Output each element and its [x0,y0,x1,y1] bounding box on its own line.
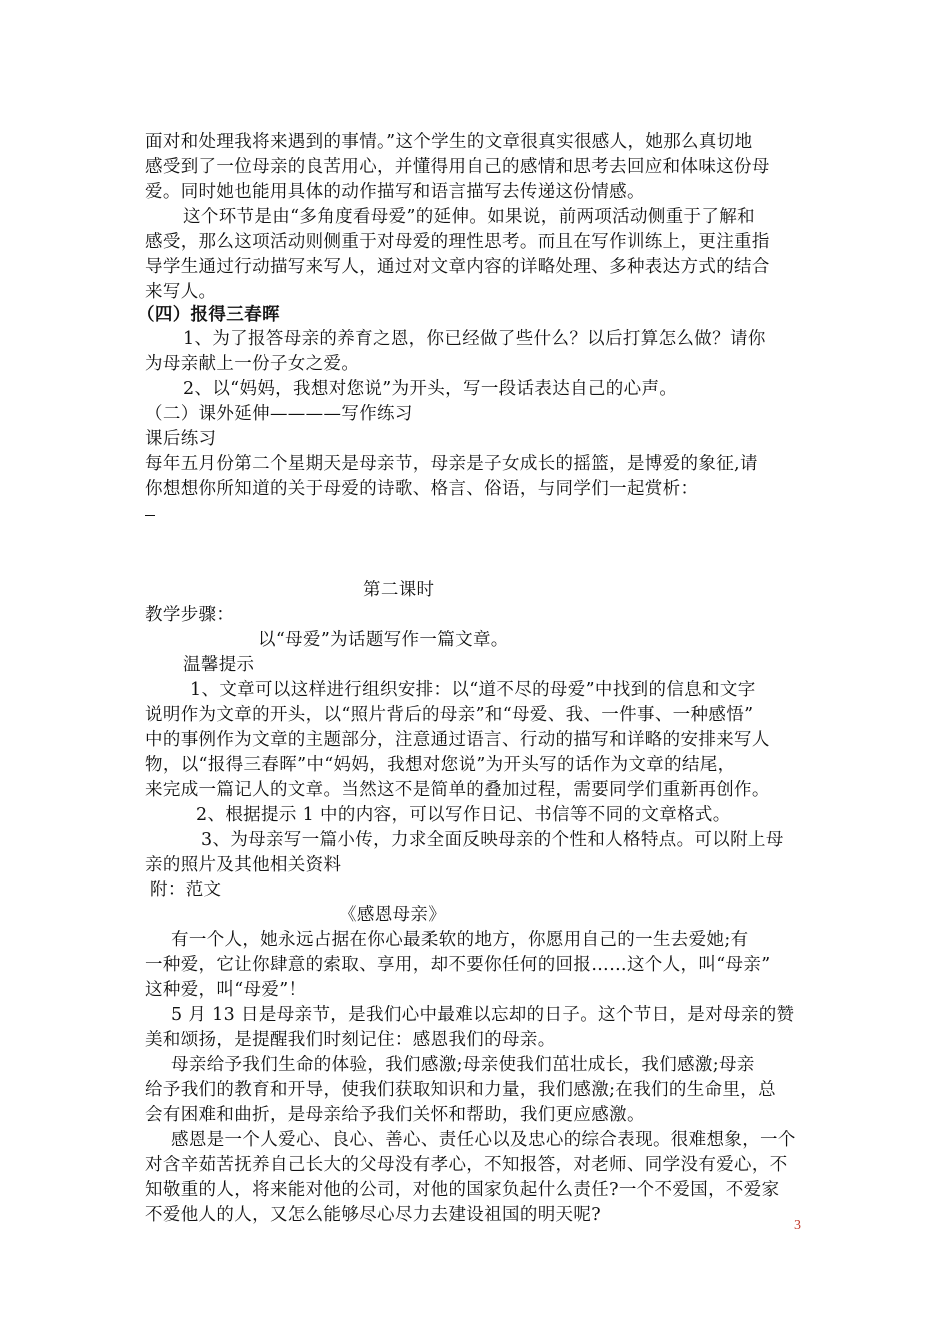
text-line: 这个环节是由“多角度看母爱”的延伸。如果说，前两项活动侧重于了解和 [183,207,755,227]
text-line: 课后练习 [145,429,217,449]
text-line: 对含辛茹苦抚养自己长大的父母没有孝心，不知报答，对老师、同学没有爱心，不 [145,1155,788,1175]
text-line: 说明作为文章的开头，以“照片背后的母亲”和“母爱、我、一件事、一种感悟” [145,705,754,725]
text-line: 附：范文 [150,880,222,900]
text-line: 为母亲献上一份子女之爱。 [145,354,360,374]
text-line: 1、文章可以这样进行组织安排：以“道不尽的母爱”中找到的信息和文字 [190,680,756,700]
text-line: 你想想你所知道的关于母爱的诗歌、格言、俗语，与同学们一起赏析： [145,479,699,499]
section-heading: （四）报得三春晖 [137,305,280,325]
text-line: （二）课外延伸————写作练习 [145,404,413,424]
text-line: 亲的照片及其他相关资料 [145,855,342,875]
text-line: 来写人。 [145,282,217,302]
text-line: 感受，那么这项活动则侧重于对母爱的理性思考。而且在写作训练上，更注重指 [145,232,770,252]
text-line: 每年五月份第二个星期天是母亲节，母亲是子女成长的摇篮，是博爱的象征,请 [145,454,758,474]
text-line: 3、为母亲写一篇小传，力求全面反映母亲的个性和人格特点。可以附上母 [201,830,784,850]
text-line: 一种爱，它让你肆意的索取、享用，却不要你任何的回报……这个人，叫“母亲” [145,955,771,975]
essay-title: 《感恩母亲》 [339,905,447,925]
text-line: 这种爱，叫“母爱”！ [145,980,307,1000]
text-line: 2、根据提示 1 中的内容，可以写作日记、书信等不同的文章格式。 [196,805,731,825]
text-line: 中的事例作为文章的主题部分，注意通过语言、行动的描写和详略的安排来写人 [145,730,770,750]
text-line: 5 月 13 日是母亲节，是我们心中最难以忘却的日子。这个节日，是对母亲的赞 [171,1005,795,1025]
text-line: 物，以“报得三春晖”中“妈妈，我想对您说”为开头写的话作为文章的结尾， [145,755,736,775]
text-line: 温馨提示 [183,655,255,675]
text-line: 教学步骤： [145,605,235,625]
text-line: 知敬重的人，将来能对他的公司，对他的国家负起什么责任?一个不爱国，不爱家 [145,1180,780,1200]
text-line: 2、以“妈妈，我想对您说”为开头，写一段话表达自己的心声。 [183,379,678,399]
page-number: 3 [794,1218,801,1233]
text-line: 美和颂扬，是提醒我们时刻记住：感恩我们的母亲。 [145,1030,556,1050]
text-line: 给予我们的教育和开导，使我们获取知识和力量，我们感激;在我们的生命里，总 [145,1080,776,1100]
text-cursor-mark [145,515,155,516]
text-line: 以“母爱”为话题写作一篇文章。 [258,630,509,650]
text-line: 会有困难和曲折，是母亲给予我们关怀和帮助，我们更应感激。 [145,1105,645,1125]
text-line: 爱。同时她也能用具体的动作描写和语言描写去传递这份情感。 [145,182,645,202]
text-line: 1、为了报答母亲的养育之恩，你已经做了些什么？以后打算怎么做？请你 [183,329,766,349]
text-line: 来完成一篇记人的文章。当然这不是简单的叠加过程，需要同学们重新再创作。 [145,780,770,800]
lesson-title: 第二课时 [363,580,435,600]
text-line: 面对和处理我将来遇到的事情。”这个学生的文章很真实很感人，她那么真切地 [145,132,753,152]
text-line: 感恩是一个人爱心、良心、善心、责任心以及忠心的综合表现。很难想象，一个 [171,1130,796,1150]
text-line: 导学生通过行动描写来写人，通过对文章内容的详略处理、多种表达方式的结合 [145,257,770,277]
text-line: 不爱他人的人，又怎么能够尽心尽力去建设祖国的明天呢? [145,1205,601,1225]
text-line: 母亲给予我们生命的体验，我们感激;母亲使我们茁壮成长，我们感激;母亲 [171,1055,755,1075]
text-line: 感受到了一位母亲的良苦用心，并懂得用自己的感情和思考去回应和体味这份母 [145,157,770,177]
text-line: 有一个人，她永远占据在你心最柔软的地方，你愿用自己的一生去爱她;有 [171,930,749,950]
